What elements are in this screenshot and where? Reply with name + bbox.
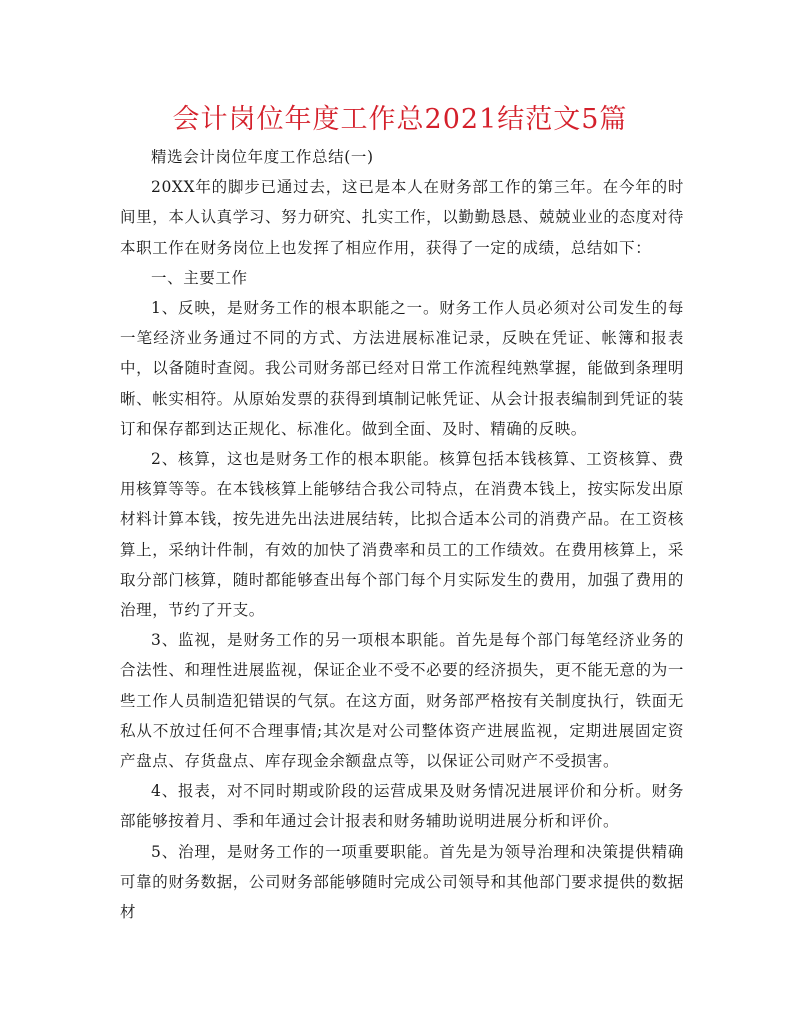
- paragraph-item-1: 1、反映，是财务工作的根本职能之一。财务工作人员必须对公司发生的每一笔经济业务通过不同的方式、方法进展标准记录，反映在凭证、帐簿和报表中，以备随时查阅。我公司财务部已经对日常工作流程纯熟掌握，能做到条理明晰、帐实相符。从原始发票的获得到填制记帐凭证、从会计报表编制到凭证的装订和保存都到达正规化、标准化。做到全面、及时、精确的反映。: [120, 299, 684, 438]
- document-title: 会计岗位年度工作总2021结范文5篇: [172, 104, 628, 135]
- paragraph-item-3: 3、监视，是财务工作的另一项根本职能。首先是每个部门每笔经济业务的合法性、和理性进展监视，保证企业不受不必要的经济损失，更不能无意的为一些工作人员制造犯错误的气氛。在这方面，财务部严格按有关制度执行，铁面无私从不放过任何不合理事情;其次是对公司整体资产进展监视，定期进展固定资产盘点、存货盘点、库存现金余额盘点等，以保证公司财产不受损害。: [120, 631, 684, 771]
- paragraph-item-4: 4、报表，对不同时期或阶段的运营成果及财务情况进展评价和分析。财务部能够按着月、季和年通过会计报表和财务辅助说明进展分析和评价。: [120, 782, 684, 831]
- document-body: [120, 142, 684, 927]
- paragraph-intro: 20XX年的脚步已通过去，这已是本人在财务部工作的第三年。在今年的时间里，本人认真学习、努力研究、扎实工作，以勤勤恳恳、兢兢业业的态度对待本职工作在财务岗位上也发挥了相应作用，获得了一定的成绩，总结如下：: [120, 178, 684, 257]
- paragraph-item-5: 5、治理，是财务工作的一项重要职能。首先是为领导治理和决策提供精确可靠的财务数据，公司财务部能够随时完成公司领导和其他部门要求提供的数据材: [120, 842, 684, 922]
- section-heading-main-work: 一、主要工作: [151, 268, 248, 287]
- paragraph-item-2: 2、核算，这也是财务工作的根本职能。核算包括本钱核算、工资核算、费用核算等等。在本钱核算上能够结合我公司特点，在消费本钱上，按实际发出原材料计算本钱，按先进先出法进展结转，比拟合适本公司的消费产品。在工资核算上，采纳计件制，有效的加快了消费率和员工的工作绩效。在费用核算上，采取分部门核算，随时都能够查出每个部门每个月实际发生的费用，加强了费用的治理，节约了开支。: [120, 450, 684, 620]
- section-subtitle: 精选会计岗位年度工作总结(一): [151, 148, 374, 166]
